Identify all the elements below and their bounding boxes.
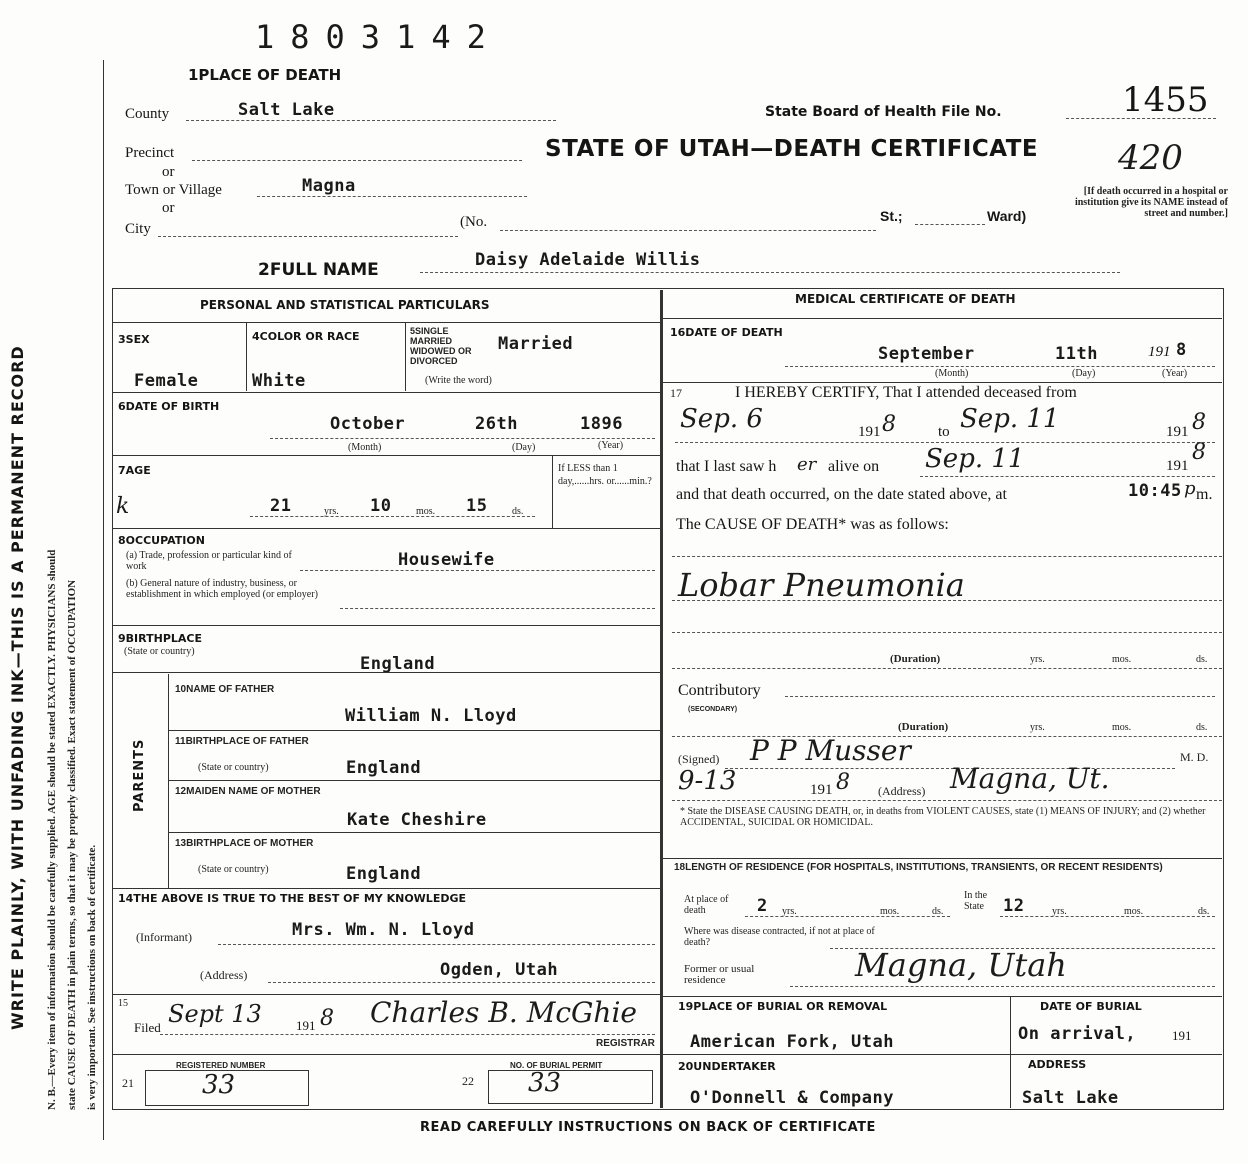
age-months: 10 (370, 496, 392, 516)
county-label: County (125, 106, 170, 122)
father-bp-note: (State or country) (198, 762, 269, 773)
m-label: m. (1196, 486, 1213, 503)
town-label: Town or Village (125, 182, 222, 198)
res-place-years: 2 (757, 896, 768, 916)
margin-rule (103, 60, 104, 1140)
mother-label: 12MAIDEN NAME OF MOTHER (175, 786, 321, 797)
contrib-duration-label: (Duration) (898, 721, 949, 733)
to-label: to (938, 424, 950, 440)
res-state-mos-label: mos. (1124, 906, 1144, 917)
ward-label: Ward) (987, 208, 1027, 224)
last-saw-date: Sep. 11 (925, 444, 1025, 474)
occupation-b: (b) General nature of industry, business, or establishment in which employed (or employer) (126, 578, 318, 600)
res-state-ds-label: ds. (1198, 906, 1210, 917)
medical-header: MEDICAL CERTIFICATE OF DEATH (795, 292, 1016, 306)
in-state-label: In the State (964, 890, 988, 912)
city-label: City (125, 221, 151, 237)
contrib-yrs-label: yrs. (1030, 722, 1045, 733)
burial-year-value: 191 (1172, 1028, 1192, 1043)
former-residence-label: Former or usual residence (684, 963, 755, 986)
filed-number: 15 (118, 998, 128, 1009)
death-time-suffix: p (1184, 478, 1196, 499)
margin-note-2: state CAUSE OF DEATH in plain terms, so that it may be properly classified. Exact statement of OCCUPATION (66, 579, 78, 1110)
attended-to-year-pre: 191 (1166, 424, 1189, 440)
secondary-label: (SECONDARY) (688, 706, 738, 713)
ds-label: ds. (512, 506, 524, 517)
town-value: Magna (302, 176, 356, 196)
disease-note: * State the DISEASE CAUSING DEATH, or, in deaths from VIOLENT CAUSES, state (1) MEANS OF INJURY; and (2) whether ACCIDENTAL, SUICIDAL OR HOMICIDAL. (680, 806, 1206, 828)
color-label: 4COLOR OR RACE (252, 330, 360, 343)
res-place-ds-label: ds. (932, 906, 944, 917)
filed-year-pre: 191 (296, 1018, 316, 1033)
contrib-ds-label: ds. (1196, 722, 1208, 733)
full-name-label: 2FULL NAME (258, 260, 379, 280)
certify-text: I HEREBY CERTIFY, That I attended deceased from (735, 384, 1077, 401)
at-place-label: At place of death (684, 894, 729, 916)
informant-label: (Informant) (136, 930, 192, 944)
certificate-number: 1803142 (255, 18, 502, 56)
birthplace-value: England (360, 654, 436, 674)
occupation-label: 8OCCUPATION (118, 534, 205, 547)
precinct-label: Precinct (125, 145, 175, 161)
physician-signature: P P Musser (750, 734, 911, 767)
age-label: 7AGE (118, 464, 151, 477)
cause-label: The CAUSE OF DEATH* was as follows: (676, 516, 949, 533)
occupation-value: Housewife (398, 550, 495, 570)
age-mark: k (116, 494, 130, 519)
dod-year-hand: 8 (1176, 340, 1187, 360)
parents-label: PARENTS (132, 738, 147, 812)
father-name: William N. Lloyd (345, 706, 517, 726)
margin-note-1: N. B.—Every item of information should be carefully supplied. AGE should be stated EXACTLY. PHYSICIANS should (46, 549, 58, 1110)
dod-day: 11th (1055, 344, 1098, 364)
dod-year-pre: 191 (1148, 344, 1171, 360)
marital-value: Married (498, 334, 574, 354)
last-saw-pre: that I last saw h (676, 458, 777, 475)
filed-year-hand: 8 (320, 1006, 334, 1031)
burial-permit-label: NO. OF BURIAL PERMIT (510, 1061, 603, 1070)
personal-header: PERSONAL AND STATISTICAL PARTICULARS (200, 298, 490, 312)
filed-date: Sept 13 (168, 1000, 262, 1028)
attended-from-year: 8 (882, 412, 896, 437)
footer-instructions: READ CAREFULLY INSTRUCTIONS ON BACK OF CERTIFICATE (420, 1120, 876, 1135)
burial-place-label: 19PLACE OF BURIAL OR REMOVAL (678, 1000, 888, 1013)
father-bp: England (346, 758, 422, 778)
burial-date-label: DATE OF BURIAL (1040, 1000, 1142, 1013)
last-saw-fill: er (797, 454, 817, 475)
registrar-label: REGISTRAR (596, 1038, 655, 1049)
or-1: or (162, 164, 175, 180)
margin-note-3: is very important. See instructions on back of certificate. (86, 844, 98, 1110)
attended-to: Sep. 11 (960, 404, 1060, 434)
cause-ds-label: ds. (1196, 654, 1208, 665)
birthplace-label: 9BIRTHPLACE (118, 632, 202, 645)
mother-bp: England (346, 864, 422, 884)
age-days: 15 (466, 496, 488, 516)
dod-day-label: (Day) (1072, 368, 1096, 379)
margin-warning: WRITE PLAINLY, WITH UNFADING INK—THIS IS A PERMANENT RECORD (8, 345, 27, 1030)
dob-label: 6DATE OF BIRTH (118, 400, 220, 413)
undertaker-label: 20UNDERTAKER (678, 1060, 776, 1073)
signed-label: (Signed) (678, 752, 720, 766)
former-residence: Magna, Utah (855, 946, 1067, 984)
full-name-value: Daisy Adelaide Willis (475, 250, 701, 270)
file-no-label: State Board of Health File No. (765, 104, 1002, 120)
dob-day-label: (Day) (512, 442, 536, 453)
num-22: 22 (462, 1074, 474, 1088)
attended-from: Sep. 6 (680, 404, 763, 434)
reg-num-value: 33 (202, 1070, 236, 1100)
contributory-label: Contributory (678, 682, 761, 699)
burial-permit-value: 33 (528, 1068, 562, 1098)
true-statement-label: 14THE ABOVE IS TRUE TO THE BEST OF MY KNOWLEDGE (118, 892, 467, 905)
dob-month-label: (Month) (348, 442, 382, 453)
handwritten-number: 420 (1118, 138, 1183, 178)
cause-yrs-label: yrs. (1030, 654, 1045, 665)
file-no-value: 1455 (1122, 80, 1209, 120)
dob-day: 26th (475, 414, 518, 434)
attended-from-year-pre: 191 (858, 424, 881, 440)
mother-bp-note: (State or country) (198, 864, 269, 875)
mos-label: mos. (416, 506, 436, 517)
color-value: White (252, 371, 306, 391)
res-state-yrs-label: yrs. (1052, 906, 1067, 917)
father-bp-label: 11BIRTHPLACE OF FATHER (175, 736, 309, 747)
undertaker-address-label: ADDRESS (1028, 1058, 1087, 1071)
signed-year-pre: 191 (810, 782, 833, 798)
signed-date: 9-13 (678, 766, 737, 796)
physician-address: Magna, Ut. (950, 762, 1110, 795)
dod-year-label: (Year) (1162, 368, 1188, 379)
informant-address: Ogden, Utah (440, 960, 559, 980)
dob-month: October (330, 414, 406, 434)
last-saw-post: alive on (828, 458, 880, 475)
res-place-mos-label: mos. (880, 906, 900, 917)
signed-year-hand: 8 (836, 770, 850, 795)
cause-duration-label: (Duration) (890, 653, 941, 665)
death-time: 10:45 (1128, 481, 1182, 501)
county-value: Salt Lake (238, 100, 335, 120)
md-label: M. D. (1180, 750, 1209, 764)
st-label: St.; (880, 208, 903, 224)
certificate-title: STATE OF UTAH—DEATH CERTIFICATE (545, 136, 1039, 162)
filed-label: Filed (134, 1020, 161, 1035)
certify-number: 17 (670, 386, 682, 400)
res-state-years: 12 (1003, 896, 1025, 916)
occupation-a: (a) Trade, profession or particular kind of work (126, 550, 292, 572)
undertaker-value: O'Donnell & Company (690, 1088, 894, 1108)
column-divider (660, 290, 663, 1108)
marital-note: (Write the word) (425, 375, 492, 386)
sex-label: 3SEX (118, 333, 150, 346)
informant-value: Mrs. Wm. N. Lloyd (292, 920, 475, 940)
where-contracted: Where was disease contracted, if not at place of death? (684, 926, 875, 948)
res-place-yrs-label: yrs. (782, 906, 797, 917)
no-label: (No. (460, 214, 488, 230)
dob-year: 1896 (580, 414, 623, 434)
dob-year-label: (Year) (598, 440, 624, 451)
registrar-signature: Charles B. McGhie (370, 996, 637, 1029)
mother-bp-label: 13BIRTHPLACE OF MOTHER (175, 838, 314, 849)
less-than-note: If LESS than 1 day,......hrs. or......min.? (558, 463, 652, 487)
father-label: 10NAME OF FATHER (175, 684, 275, 695)
reg-num-label: REGISTERED NUMBER (176, 1061, 266, 1070)
dod-label: 16DATE OF DEATH (670, 326, 783, 339)
birthplace-state-note: (State or country) (124, 646, 195, 657)
or-2: or (162, 200, 175, 216)
address-label: (Address) (200, 968, 248, 982)
attended-to-year: 8 (1192, 410, 1206, 435)
contrib-mos-label: mos. (1112, 722, 1132, 733)
undertaker-address: Salt Lake (1022, 1088, 1119, 1108)
burial-permit-box (488, 1070, 653, 1104)
mother-name: Kate Cheshire (347, 810, 487, 830)
sex-value: Female (134, 371, 199, 391)
yrs-label: yrs. (324, 506, 339, 517)
burial-date-value: On arrival, (1018, 1024, 1137, 1044)
dod-month: September (878, 344, 975, 364)
death-occurred-text: and that death occurred, on the date stated above, at (676, 486, 1007, 503)
last-saw-year: 8 (1192, 440, 1206, 465)
hospital-note: [If death occurred in a hospital or institution give its NAME instead of street and number.] (1074, 186, 1228, 219)
cause-value: Lobar Pneumonia (678, 566, 965, 604)
last-saw-year-pre: 191 (1166, 458, 1189, 474)
residence-label: 18LENGTH OF RESIDENCE (FOR HOSPITALS, INSTITUTIONS, TRANSIENTS, OR RECENT RESIDENTS) (674, 862, 1163, 873)
num-21: 21 (122, 1076, 134, 1090)
cause-mos-label: mos. (1112, 654, 1132, 665)
age-years: 21 (270, 496, 292, 516)
signed-address-label: (Address) (878, 784, 926, 798)
dod-month-label: (Month) (935, 368, 969, 379)
marital-options: 5SINGLE MARRIED WIDOWED OR DIVORCED (410, 326, 472, 366)
place-of-death-label: 1PLACE OF DEATH (188, 66, 342, 84)
burial-place-value: American Fork, Utah (690, 1032, 894, 1052)
